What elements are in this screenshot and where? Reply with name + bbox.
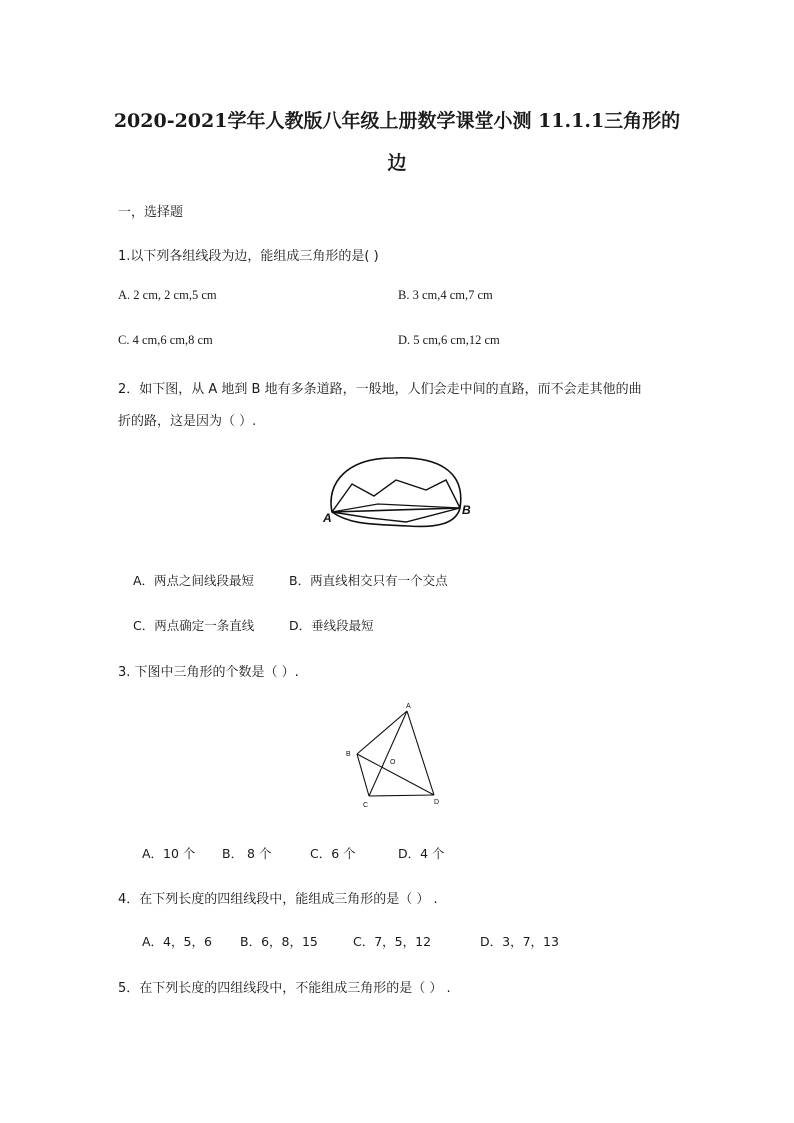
question-1-option-a: A. 2 cm, 2 cm,5 cm xyxy=(118,288,217,302)
question-2-road-figure xyxy=(318,452,478,532)
page-title-line-1: 2020-2021学年人教版八年级上册数学课堂小测 11.1.1三角形的 xyxy=(113,110,681,132)
question-2-option-a: A．两点之间线段最短 xyxy=(133,573,255,588)
question-5-stem: 5．在下列长度的四组线段中，不能组成三角形的是（ ） . xyxy=(118,981,451,996)
section-heading: 一，选择题 xyxy=(118,205,184,220)
question-4-stem: 4．在下列长度的四组线段中，能组成三角形的是（ ） . xyxy=(118,892,438,907)
curved-road-outline xyxy=(331,458,461,527)
segment-bc xyxy=(357,754,369,796)
point-b-label: B xyxy=(462,503,471,517)
question-1-option-d: D. 5 cm,6 cm,12 cm xyxy=(398,333,500,347)
question-3-option-c: C．6 个 xyxy=(310,846,356,861)
question-1-option-b: B. 3 cm,4 cm,7 cm xyxy=(398,288,493,302)
question-2-stem-line-1: 2．如下图，从 A 地到 B 地有多条道路，一般地，人们会走中间的直路，而不会走其他的曲 xyxy=(118,382,642,397)
vertex-d-label: D xyxy=(434,799,440,806)
page-title-line-2: 边 xyxy=(387,152,407,174)
question-1-stem: 1.以下列各组线段为边，能组成三角形的是( ) xyxy=(118,249,379,264)
point-o-label: O xyxy=(390,759,396,766)
question-3-stem: 3. 下图中三角形的个数是（ ）. xyxy=(118,665,299,680)
question-3-triangle-figure xyxy=(340,698,450,810)
segment-cd xyxy=(369,795,434,796)
question-4-option-d: D．3，7，13 xyxy=(480,934,559,949)
segment-ab xyxy=(357,711,407,754)
question-4-option-b: B．6，8，15 xyxy=(240,934,318,949)
question-4-option-c: C．7，5，12 xyxy=(353,934,432,949)
question-3-option-a: A．10 个 xyxy=(142,846,196,861)
question-2-option-b: B．两直线相交只有一个交点 xyxy=(289,573,448,588)
question-4-option-a: A．4，5，6 xyxy=(142,934,212,949)
point-a-label: A xyxy=(323,511,332,525)
vertex-b-label: B xyxy=(346,751,351,758)
segment-ac xyxy=(369,711,407,796)
vertex-a-label: A xyxy=(406,703,411,710)
question-2-option-d: D．垂线段最短 xyxy=(289,618,374,633)
question-2-stem-line-2: 折的路，这是因为（ ）. xyxy=(118,414,257,429)
question-3-option-b: B． 8 个 xyxy=(222,846,272,861)
vertex-c-label: C xyxy=(363,802,369,809)
question-1-option-c: C. 4 cm,6 cm,8 cm xyxy=(118,333,213,347)
question-3-option-d: D．4 个 xyxy=(398,846,445,861)
question-2-option-c: C．两点确定一条直线 xyxy=(133,618,255,633)
